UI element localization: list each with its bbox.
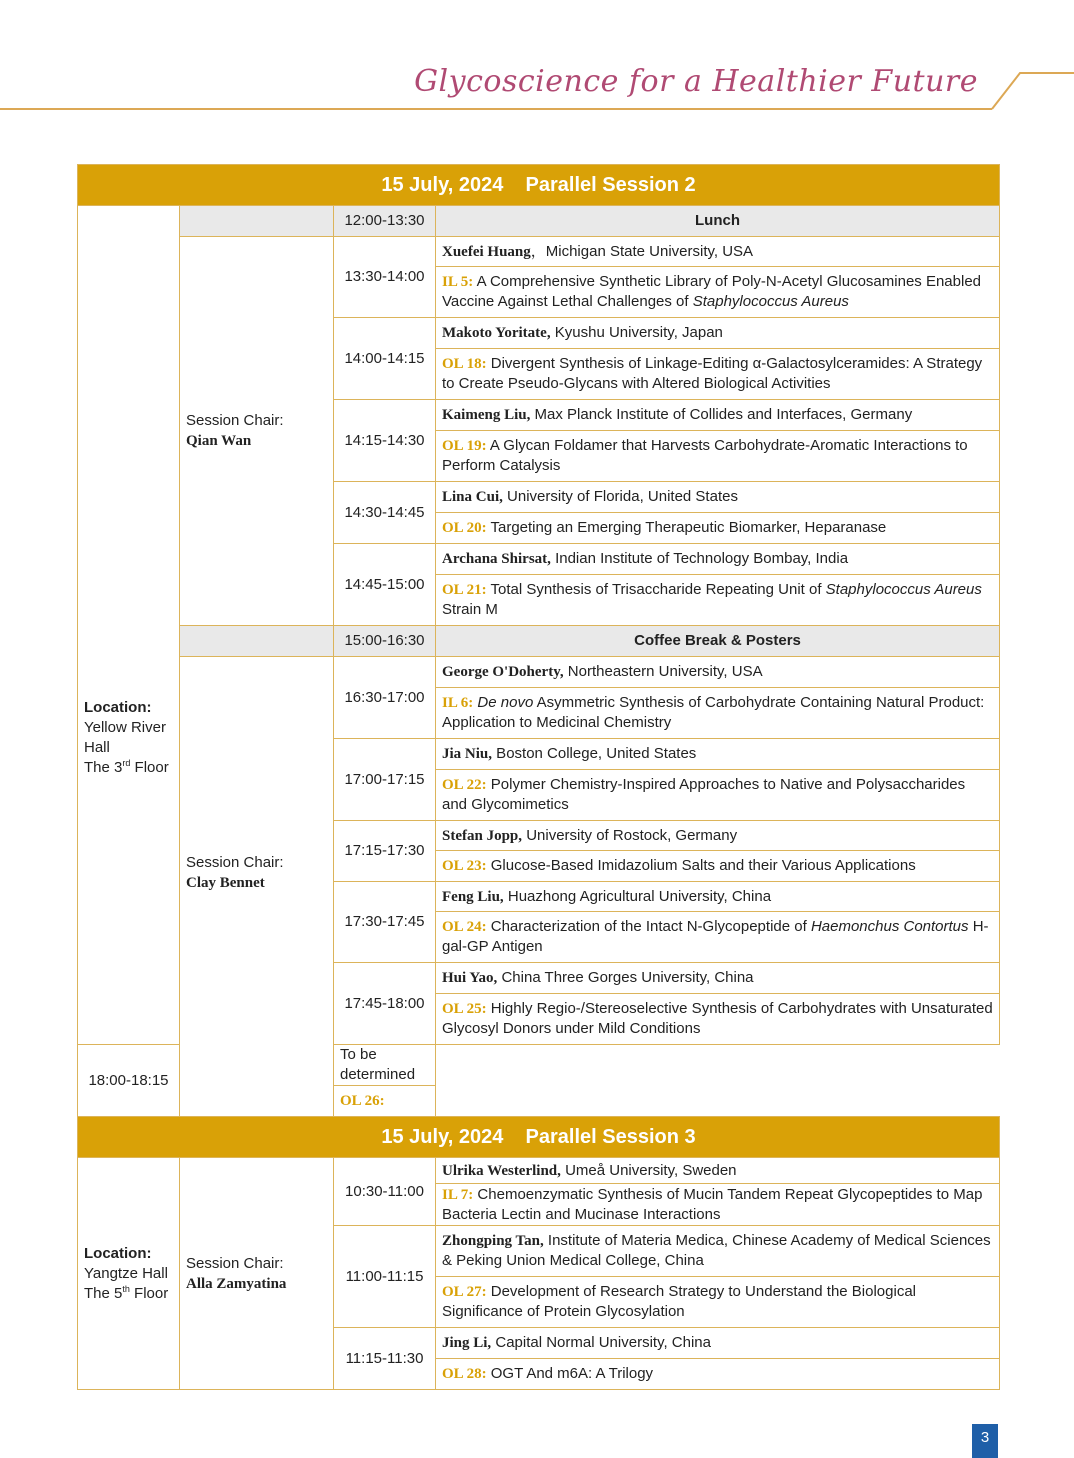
talk-time: 11:00-11:15 xyxy=(334,1226,436,1328)
talk-title: IL 6: De novo Asymmetric Synthesis of Carbohydrate Containing Natural Product: Application to Medicinal Chemistry xyxy=(436,688,1000,739)
page-header-title: Glycoscience for a Healthier Future xyxy=(414,64,978,99)
session-chair-1: Session Chair: Qian Wan xyxy=(180,237,334,626)
speaker-line: Archana Shirsat, Indian Institute of Technology Bombay, India xyxy=(436,544,1000,575)
talk-title: OL 20: Targeting an Emerging Therapeutic Biomarker, Heparanase xyxy=(436,513,1000,544)
talk-time: 10:30-11:00 xyxy=(334,1158,436,1226)
speaker-line: Kaimeng Liu, Max Planck Institute of Collides and Interfaces, Germany xyxy=(436,400,1000,431)
talk-time: 17:30-17:45 xyxy=(334,882,436,963)
speaker-line: Jing Li, Capital Normal University, China xyxy=(436,1328,1000,1359)
talk-title: IL 5: A Comprehensive Synthetic Library of Poly-N-Acetyl Glucosamines Enabled Vaccine Against Lethal Challenges of Staphylococcus Aureus xyxy=(436,267,1000,318)
talk-title: OL 26: xyxy=(334,1086,436,1117)
speaker-line: Stefan Jopp, University of Rostock, Germany xyxy=(436,821,1000,851)
session2-location: Location: Yellow River Hall The 3rd Floor xyxy=(78,206,180,1045)
talk-time: 14:00-14:15 xyxy=(334,318,436,400)
talk-title: OL 18: Divergent Synthesis of Linkage-Editing α-Galactosylceramides: A Strategy to Create Pseudo-Glycans with Altered Biological Activities xyxy=(436,349,1000,400)
session3-location: Location: Yangtze Hall The 5th Floor xyxy=(78,1158,180,1390)
talk-time: 17:00-17:15 xyxy=(334,739,436,821)
lunch-label: Lunch xyxy=(436,206,1000,237)
session2-banner: 15 July, 2024 Parallel Session 2 xyxy=(78,165,1000,206)
session2-table xyxy=(77,164,1000,1117)
speaker-line: Xuefei Huang，Michigan State University, USA xyxy=(436,237,1000,267)
talk-time: 17:45-18:00 xyxy=(334,963,436,1045)
location-label: Location: xyxy=(84,699,152,716)
talk-time: 17:15-17:30 xyxy=(334,821,436,882)
coffee-label: Coffee Break & Posters xyxy=(436,626,1000,657)
session-chair-2: Session Chair: Clay Bennet xyxy=(180,657,334,1117)
speaker-line: Makoto Yoritate, Kyushu University, Japan xyxy=(436,318,1000,349)
talk-title: OL 21: Total Synthesis of Trisaccharide Repeating Unit of Staphylococcus Aureus Strain M xyxy=(436,575,1000,626)
speaker-line: To be determined xyxy=(334,1045,436,1086)
chair-name: Alla Zamyatina xyxy=(186,1275,287,1292)
talk-time: 13:30-14:00 xyxy=(334,237,436,318)
session-chair-3: Session Chair: Alla Zamyatina xyxy=(180,1158,334,1390)
talk-time: 18:00-18:15 xyxy=(78,1045,180,1117)
chair-name: Clay Bennet xyxy=(186,874,265,891)
chair-name: Qian Wan xyxy=(186,433,252,449)
talk-time: 14:15-14:30 xyxy=(334,400,436,482)
location-label: Location: xyxy=(84,1244,152,1262)
talk-time: 11:15-11:30 xyxy=(334,1328,436,1390)
talk-time: 14:30-14:45 xyxy=(334,482,436,544)
speaker-line: Feng Liu, Huazhong Agricultural University, China xyxy=(436,882,1000,912)
speaker-line: Zhongping Tan, Institute of Materia Medica, Chinese Academy of Medical Sciences & Peking Union Medical College, China xyxy=(436,1226,1000,1277)
header-decoration xyxy=(988,70,1074,112)
lunch-time: 12:00-13:30 xyxy=(334,206,436,237)
header-rule xyxy=(0,108,992,110)
talk-title: OL 24: Characterization of the Intact N-Glycopeptide of Haemonchus Contortus H-gal-GP Antigen xyxy=(436,912,1000,963)
talk-title: OL 23: Glucose-Based Imidazolium Salts and their Various Applications xyxy=(436,851,1000,882)
speaker-line: George O'Doherty, Northeastern University, USA xyxy=(436,657,1000,688)
talk-time: 16:30-17:00 xyxy=(334,657,436,739)
speaker-line: Hui Yao, China Three Gorges University, China xyxy=(436,963,1000,994)
session3-banner: 15 July, 2024 Parallel Session 3 xyxy=(78,1117,1000,1158)
session3-table xyxy=(77,1116,1000,1390)
talk-title: OL 19: A Glycan Foldamer that Harvests Carbohydrate-Aromatic Interactions to Perform Catalysis xyxy=(436,431,1000,482)
talk-title: OL 28: OGT And m6A: A Trilogy xyxy=(436,1359,1000,1390)
talk-title: IL 7: Chemoenzymatic Synthesis of Mucin Tandem Repeat Glycopeptides to Map Bacteria Lectin and Mucinase Interactions xyxy=(436,1184,1000,1226)
talk-time: 14:45-15:00 xyxy=(334,544,436,626)
speaker-line: Jia Niu, Boston College, United States xyxy=(436,739,1000,770)
speaker-line: Ulrika Westerlind, Umeå University, Sweden xyxy=(436,1158,1000,1184)
talk-title: OL 25: Highly Regio-/Stereoselective Synthesis of Carbohydrates with Unsaturated Glycosyl Donors under Mild Conditions xyxy=(436,994,1000,1045)
speaker-line: Lina Cui, University of Florida, United States xyxy=(436,482,1000,513)
talk-title: OL 22: Polymer Chemistry-Inspired Approaches to Native and Polysaccharides and Glycomimetics xyxy=(436,770,1000,821)
coffee-time: 15:00-16:30 xyxy=(334,626,436,657)
page-number: 3 xyxy=(972,1424,998,1458)
talk-title: OL 27: Development of Research Strategy to Understand the Biological Significance of Protein Glycosylation xyxy=(436,1277,1000,1328)
